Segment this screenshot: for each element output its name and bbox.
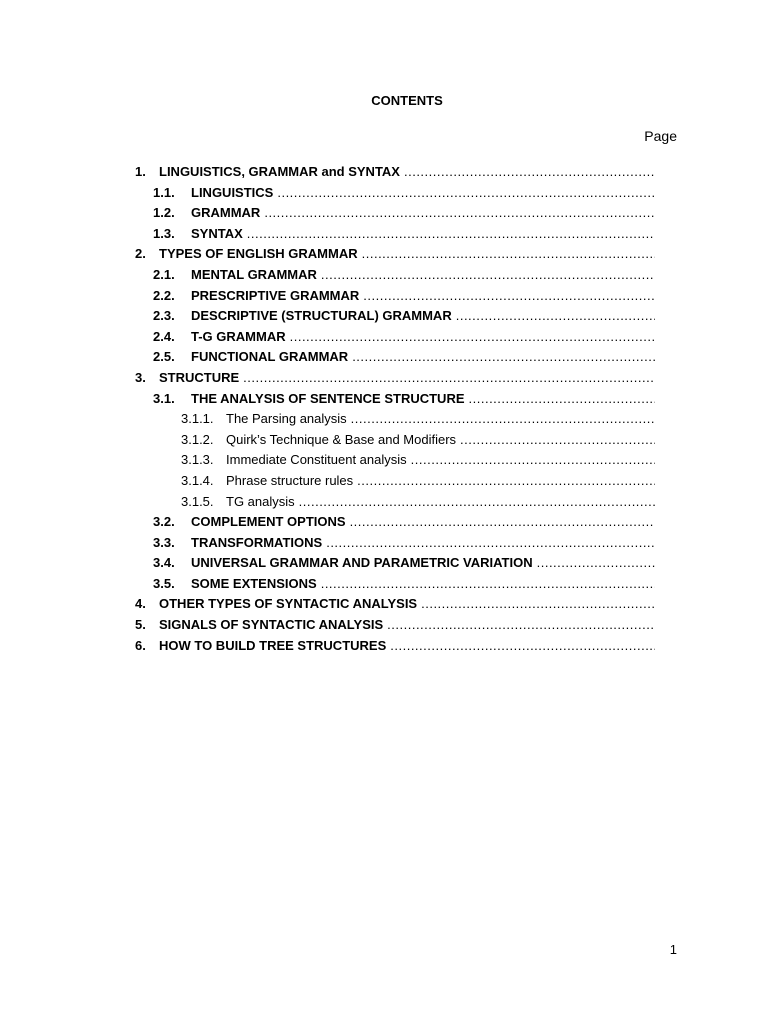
toc-entry-label: FUNCTIONAL GRAMMAR [191,349,349,365]
toc-entry [135,368,655,389]
toc-entry-number: 3. [135,369,146,385]
toc-entry-number: 3.1.2. [181,431,214,447]
toc-entry [135,553,655,574]
toc-entry-number: 3.1. [153,390,175,406]
toc-dot-leader [469,389,655,410]
toc-entry-number: 2.5. [153,349,175,365]
toc-entry-number: 3.1.3. [181,452,214,468]
toc-entry [135,430,655,451]
toc-dot-leader [421,594,655,615]
page-column-label: Page [644,128,677,144]
toc-dot-leader [243,368,655,389]
toc-dot-leader [264,203,655,224]
toc-dot-leader [351,409,655,430]
toc-dot-leader [460,430,655,451]
toc-entry [135,265,655,286]
page-number: 1 [669,942,677,957]
toc-entry [135,492,655,513]
toc-entry [135,389,655,410]
toc-entry-number: 2.1. [153,266,175,282]
table-of-contents [135,162,655,656]
toc-entry-number: 2. [135,246,146,262]
toc-entry-label: COMPLEMENT OPTIONS [191,514,346,530]
toc-entry-label: SIGNALS OF SYNTACTIC ANALYSIS [159,617,384,633]
toc-dot-leader [350,512,655,533]
toc-entry [135,574,655,595]
toc-entry-label: OTHER TYPES OF SYNTACTIC ANALYSIS [159,596,418,612]
toc-entry [135,162,655,183]
toc-entry [135,409,655,430]
toc-entry [135,306,655,327]
toc-entry-label: Phrase structure rules [226,472,354,488]
toc-entry-number: 1. [135,164,146,179]
toc-entry [135,286,655,307]
toc-entry-label: GRAMMAR [191,205,261,221]
toc-entry-number: 1.3. [153,225,175,241]
toc-entry-label: LINGUISTICS [191,184,274,200]
toc-entry-label: TYPES OF ENGLISH GRAMMAR [159,246,358,262]
toc-entry-number: 3.2. [153,514,175,530]
toc-entry [135,512,655,533]
toc-entry-label: T-G GRAMMAR [191,328,286,344]
toc-entry [135,450,655,471]
toc-entry [135,471,655,492]
toc-entry [135,594,655,615]
toc-dot-leader [456,306,655,327]
toc-dot-leader [352,347,655,368]
toc-entry [135,533,655,554]
toc-entry-number: 3.1.4. [181,472,214,488]
toc-entry-number: 2.2. [153,287,175,303]
toc-entry-label: Quirk’s Technique & Base and Modifiers [226,431,457,447]
toc-entry [135,203,655,224]
toc-entry-label: MENTAL GRAMMAR [191,266,317,282]
toc-entry-number: 4. [135,596,146,612]
toc-entry-number: 3.3. [153,534,175,550]
toc-dot-leader [299,492,655,513]
toc-entry-label: LINGUISTICS, GRAMMAR and SYNTAX [159,164,400,179]
toc-entry-label: TRANSFORMATIONS [191,534,323,550]
toc-entry [135,636,655,657]
toc-entry-label: PRESCRIPTIVE GRAMMAR [191,287,360,303]
toc-entry-label: TG analysis [226,493,295,509]
toc-dot-leader [363,286,655,307]
toc-entry-number: 1.2. [153,205,175,221]
toc-dot-leader [290,327,655,348]
toc-dot-leader [321,574,655,595]
toc-dot-leader [411,450,655,471]
toc-entry-number: 1.1. [153,184,175,200]
toc-dot-leader [277,183,655,204]
toc-entry-number: 6. [135,637,146,653]
toc-entry [135,347,655,368]
toc-dot-leader [326,533,655,554]
toc-dot-leader [321,265,655,286]
toc-entry-label: SYNTAX [191,225,243,241]
document-title: CONTENTS [371,93,443,108]
toc-entry-number: 2.4. [153,328,175,344]
toc-entry-label: The Parsing analysis [226,411,347,427]
toc-dot-leader [387,615,655,636]
toc-entry-label: THE ANALYSIS OF SENTENCE STRUCTURE [191,390,465,406]
toc-dot-leader [537,553,655,574]
toc-entry-number: 3.4. [153,555,175,571]
toc-entry-number: 5. [135,617,146,633]
toc-entry-label: STRUCTURE [159,369,240,385]
toc-entry [135,244,655,265]
toc-entry-label: DESCRIPTIVE (STRUCTURAL) GRAMMAR [191,308,452,324]
toc-entry-label: HOW TO BUILD TREE STRUCTURES [159,637,387,653]
toc-entry-label: SOME EXTENSIONS [191,575,317,591]
toc-dot-leader [357,471,655,492]
toc-entry-number: 2.3. [153,308,175,324]
toc-entry-label: Immediate Constituent analysis [226,452,407,468]
toc-dot-leader [404,162,655,183]
toc-entry-label: UNIVERSAL GRAMMAR AND PARAMETRIC VARIATION [191,555,533,571]
toc-entry-number: 3.5. [153,575,175,591]
toc-entry-number: 3.1.1. [181,411,214,427]
toc-entry [135,615,655,636]
toc-dot-leader [247,224,655,245]
toc-entry-number: 3.1.5. [181,493,214,509]
toc-entry [135,183,655,204]
toc-dot-leader [362,244,655,265]
toc-dot-leader [390,636,655,657]
toc-entry [135,327,655,348]
toc-entry [135,224,655,245]
